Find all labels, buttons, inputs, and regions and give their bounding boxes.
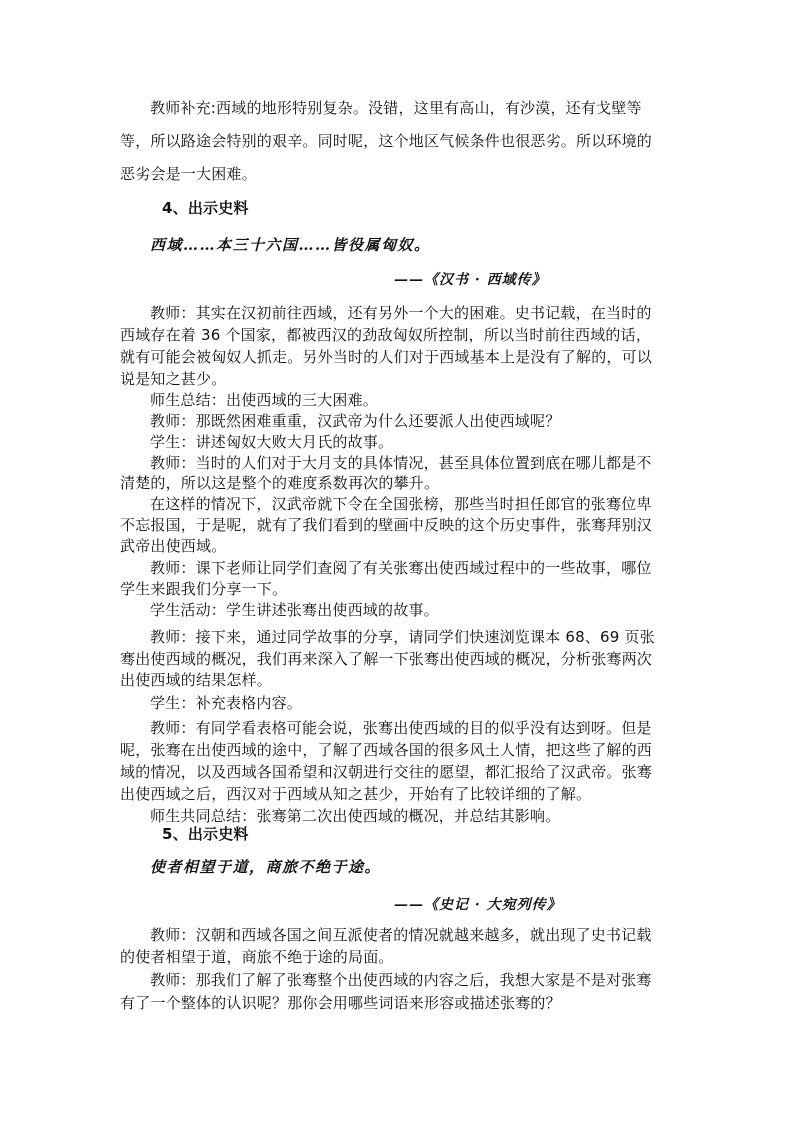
text-line: 在这样的情况下，汉武帝就下令在全国张榜，那些当时担任郎官的张骞位卑	[150, 495, 652, 513]
text-line: 学生：讲述匈奴大败大月氏的故事。	[150, 433, 394, 451]
historical-quote: 西域……本三十六国……皆役属匈奴。	[150, 236, 431, 254]
text-line: 出使西域的结果怎样。	[120, 671, 273, 689]
section-heading-5: 5、出示史料	[162, 825, 249, 843]
text-line: 教师：其实在汉初前往西域，还有另外一个大的困难。史书记载，在当时的	[150, 304, 652, 322]
text-line: 出使西域之后，西汉对于西域从知之甚少，开始有了比较详细的了解。	[120, 785, 592, 803]
text-line: 西域存在着 36 个国家，都被西汉的劲敌匈奴所控制，所以当时前往西域的话，	[120, 326, 652, 344]
quote-source: ——《史记 · 大宛列传》	[394, 897, 562, 913]
text-line: 教师补充:西域的地形特别复杂。没错，这里有高山，有沙漠，还有戈壁等	[150, 99, 642, 117]
text-line: 呢，张骞在出使西域的途中，了解了西域各国的很多风土人情，把这些了解的西	[120, 741, 653, 759]
text-line: 的使者相望于道，商旅不绝于途的局面。	[120, 948, 394, 966]
text-line: 师生总结：出使西域的三大困难。	[150, 391, 379, 409]
text-line: 教师：那我们了解了张骞整个出使西域的内容之后，我想大家是不是对张骞	[150, 971, 652, 989]
quote-source: ——《汉书 · 西域传》	[394, 272, 547, 288]
text-line: 师生共同总结：张骞第二次出使西域的概况，并总结其影响。	[150, 807, 561, 825]
section-heading-4: 4、出示史料	[162, 199, 249, 217]
historical-quote: 使者相望于道，商旅不绝于途。	[150, 858, 382, 876]
text-line: 教师：有同学看表格可能会说，张骞出使西域的目的似乎没有达到呀。但是	[150, 719, 652, 737]
text-line: 骞出使西域的概况，我们再来深入了解一下张骞出使西域的概况，分析张骞两次	[120, 650, 653, 668]
text-line: 学生来跟我们分享一下。	[120, 580, 288, 598]
text-line: 教师：那既然困难重重，汉武帝为什么还要派人出使西域呢？	[150, 412, 561, 430]
text-line: 学生：补充表格内容。	[150, 694, 303, 712]
text-line: 教师：当时的人们对于大月支的具体情况，甚至具体位置到底在哪儿都是不	[150, 454, 652, 472]
text-line: 等，所以路途会特别的艰辛。同时呢，这个地区气候条件也很恶劣。所以环境的	[120, 132, 653, 150]
text-line: 有了一个整体的认识呢？那你会用哪些词语来形容或描述张骞的？	[120, 994, 561, 1012]
text-line: 教师：汉朝和西域各国之间互派使者的情况就越来越多，就出现了史书记载	[150, 926, 652, 944]
text-line: 教师：接下来，通过同学故事的分享，请同学们快速浏览课本 68、69 页张	[150, 628, 655, 646]
text-line: 不忘报国，于是呢，就有了我们看到的壁画中反映的这个历史事件，张骞拜别汉	[120, 516, 653, 534]
text-line: 恶劣会是一大困难。	[120, 165, 257, 183]
text-line: 清楚的，所以这是整个的难度系数再次的攀升。	[120, 474, 440, 492]
text-line: 武帝出使西域。	[120, 537, 227, 555]
text-line: 说是知之甚少。	[120, 370, 227, 388]
text-line: 教师：课下老师让同学们查阅了有关张骞出使西域过程中的一些故事，哪位	[150, 559, 652, 577]
text-line: 学生活动：学生讲述张骞出使西域的故事。	[150, 601, 439, 619]
text-line: 域的情况，以及西域各国希望和汉朝进行交往的愿望，都汇报给了汉武帝。张骞	[120, 763, 653, 781]
text-line: 就有可能会被匈奴人抓走。另外当时的人们对于西域基本上是没有了解的，可以	[120, 348, 653, 366]
